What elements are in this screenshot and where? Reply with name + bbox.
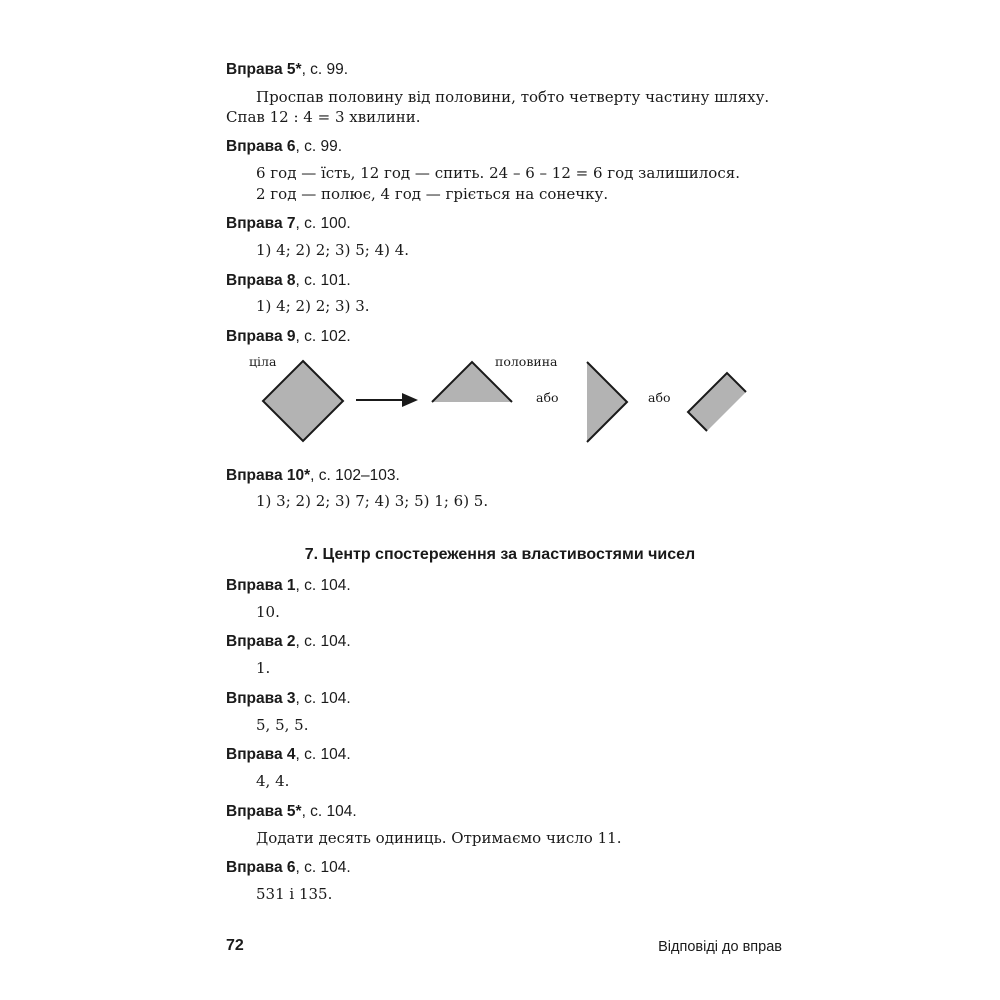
answer-text: 6 год — їсть, 12 год — спить. 24 – 6 – 12 = 6 год залишилося.: [256, 164, 740, 182]
exercise-label: Вправа 9: [226, 328, 296, 345]
exercise-label: Вправа 10*: [226, 467, 311, 484]
half-triangle-top-shape: [432, 362, 512, 402]
answer-text: 10.: [256, 603, 280, 621]
answer-text: 531 і 135.: [256, 885, 333, 903]
page-reference: , с. 102–103.: [310, 467, 400, 484]
label-whole: ціла: [249, 354, 277, 369]
page-reference: , с. 104.: [295, 577, 351, 594]
page-reference: , с. 104.: [295, 633, 351, 650]
whole-square-shape: [263, 361, 343, 441]
page-reference: , с. 104.: [295, 859, 351, 876]
answer-text: 2 год — полює, 4 год — гріється на сонечку.: [256, 185, 609, 203]
page-reference: , с. 101.: [295, 272, 351, 289]
exercise-heading: [226, 689, 351, 709]
page-reference: , с. 104.: [301, 803, 357, 820]
answer-text: Додати десять одиниць. Отримаємо число 11.: [256, 829, 622, 847]
answer-text: 1) 4; 2) 2; 3) 5; 4) 4.: [256, 241, 410, 259]
exercise-label: Вправа 5*: [226, 61, 302, 78]
answer-text: 1.: [256, 659, 271, 677]
page-reference: , с. 102.: [295, 328, 351, 345]
running-title: Відповіді до вправ: [658, 939, 782, 955]
answer-text: 5, 5, 5.: [256, 716, 309, 734]
page-reference: , с. 104.: [295, 690, 351, 707]
exercise-label: Вправа 7: [226, 215, 296, 232]
arrow-head-icon: [402, 393, 418, 407]
page-reference: , с. 99.: [295, 138, 343, 155]
page-number: 72: [226, 937, 244, 954]
answer-text: 1) 4; 2) 2; 3) 3.: [256, 297, 370, 315]
answer-text: 4, 4.: [256, 772, 290, 790]
label-or: або: [536, 390, 559, 405]
answer-text: Спав 12 : 4 = 3 хвилини.: [226, 108, 421, 126]
exercise-label: Вправа 4: [226, 746, 296, 763]
exercise-label: Вправа 2: [226, 633, 296, 650]
label-half: половина: [495, 354, 558, 369]
section-title: 7. Центр спостереження за властивостями чисел: [304, 546, 696, 563]
exercise-heading: [226, 632, 351, 652]
exercise-label: Вправа 6: [226, 138, 296, 155]
page-reference: , с. 99.: [301, 61, 349, 78]
exercise-label: Вправа 3: [226, 690, 296, 707]
exercise-heading: [226, 576, 351, 596]
half-triangle-side-shape: [587, 362, 627, 442]
answer-text: Проспав половину від половини, тобто четверту частину шляху.: [256, 88, 770, 106]
page-reference: , с. 104.: [295, 746, 351, 763]
exercise-label: Вправа 6: [226, 859, 296, 876]
exercise-heading: [226, 466, 400, 486]
exercise-label: Вправа 8: [226, 272, 296, 289]
exercise-label: Вправа 5*: [226, 803, 302, 820]
exercise-heading: [226, 745, 351, 765]
exercise-heading: [226, 802, 357, 822]
page-reference: , с. 100.: [295, 215, 351, 232]
label-or: або: [648, 390, 671, 405]
exercise-label: Вправа 1: [226, 577, 296, 594]
exercise-heading: [226, 858, 351, 878]
answer-text: 1) 3; 2) 2; 3) 7; 4) 3; 5) 1; 6) 5.: [256, 492, 489, 510]
